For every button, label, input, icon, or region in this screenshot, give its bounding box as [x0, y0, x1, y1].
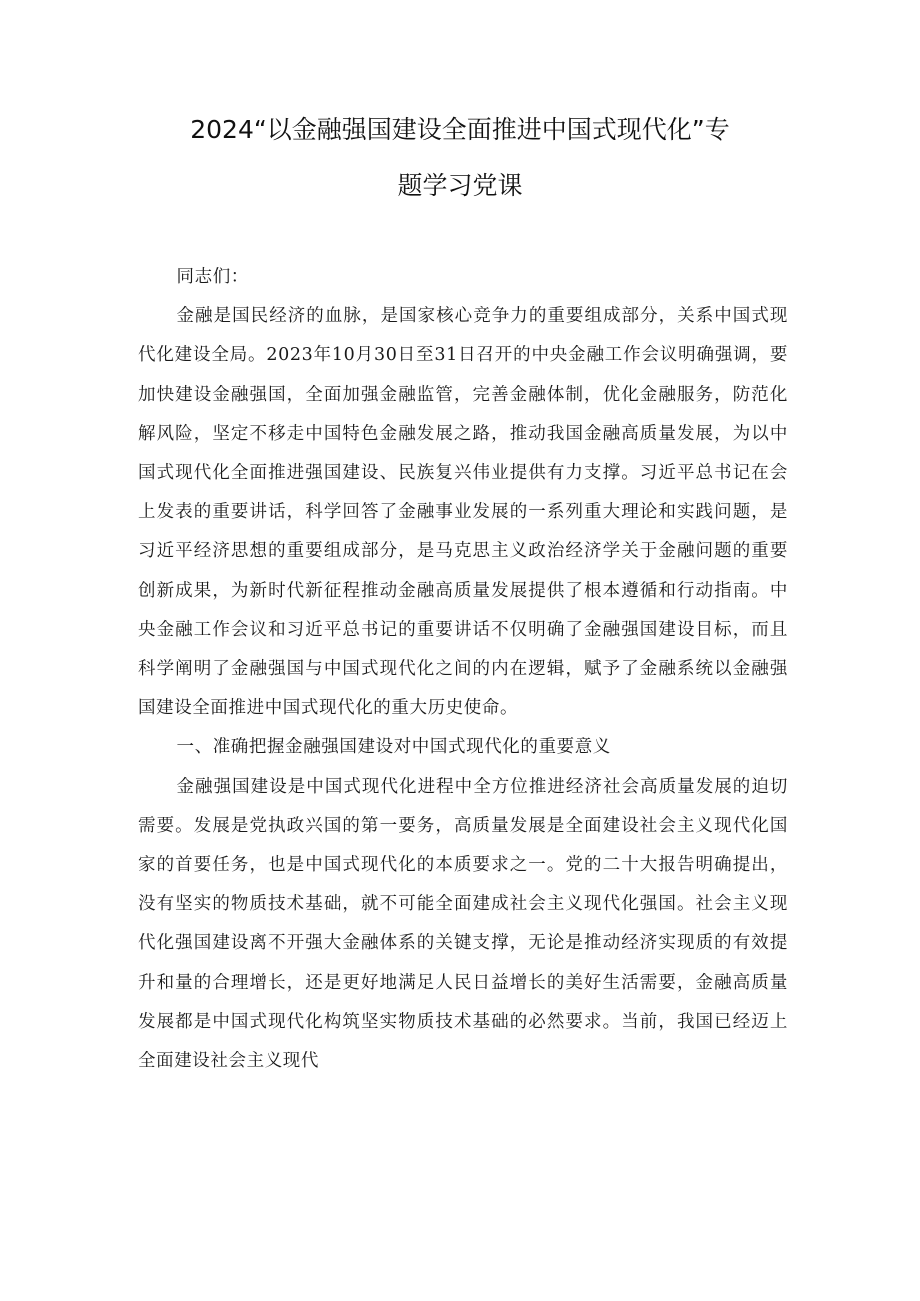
document-title-line-2: 题学习党课	[397, 171, 523, 200]
body-paragraph-section-1: 金融强国建设是中国式现代化进程中全方位推进经济社会高质量发展的迫切需要。发展是党执政兴国的第一要务，高质量发展是全面建设社会主义现代化国家的首要任务，也是中国式现代化的本质要求之一。党的二十大报告明确提出，没有坚实的物质技术基础，就不可能全面建成社会主义现代化强国。社会主义现代化强国建设离不开强大金融体系的关键支撑，无论是推动经济实现质的有效提升和量的合理增长，还是更好地满足人民日益增长的美好生活需要，金融高质量发展都是中国式现代化构筑坚实物质技术基础的必然要求。当前，我国已经迈上全面建设社会主义现代	[138, 776, 788, 1072]
body-paragraph-intro: 金融是国民经济的血脉，是国家核心竞争力的重要组成部分，关系中国式现代化建设全局。2023年10月30日至31日召开的中央金融工作会议明确强调，要加快建设金融强国，全面加强金融监管，完善金融体制，优化金融服务，防范化解风险，坚定不移走中国特色金融发展之路，推动我国金融高质量发展，为以中国式现代化全面推进强国建设、民族复兴伟业提供有力支撑。习近平总书记在会上发表的重要讲话，科学回答了金融事业发展的一系列重大理论和实践问题，是习近平经济思想的重要组成部分，是马克思主义政治经济学关于金融问题的重要创新成果，为新时代新征程推动金融高质量发展提供了根本遵循和行动指南。中央金融工作会议和习近平总书记的重要讲话不仅明确了金融强国建设目标，而且科学阐明了金融强国与中国式现代化之间的内在逻辑，赋予了金融系统以金融强国建设全面推进中国式现代化的重大历史使命。	[138, 306, 788, 719]
document-body	[138, 258, 788, 1081]
document-title-line-1: 2024“以金融强国建设全面推进中国式现代化”专	[190, 115, 730, 144]
section-heading-1: 一、准确把握金融强国建设对中国式现代化的重要意义	[176, 737, 611, 758]
salutation: 同志们：	[176, 267, 249, 287]
